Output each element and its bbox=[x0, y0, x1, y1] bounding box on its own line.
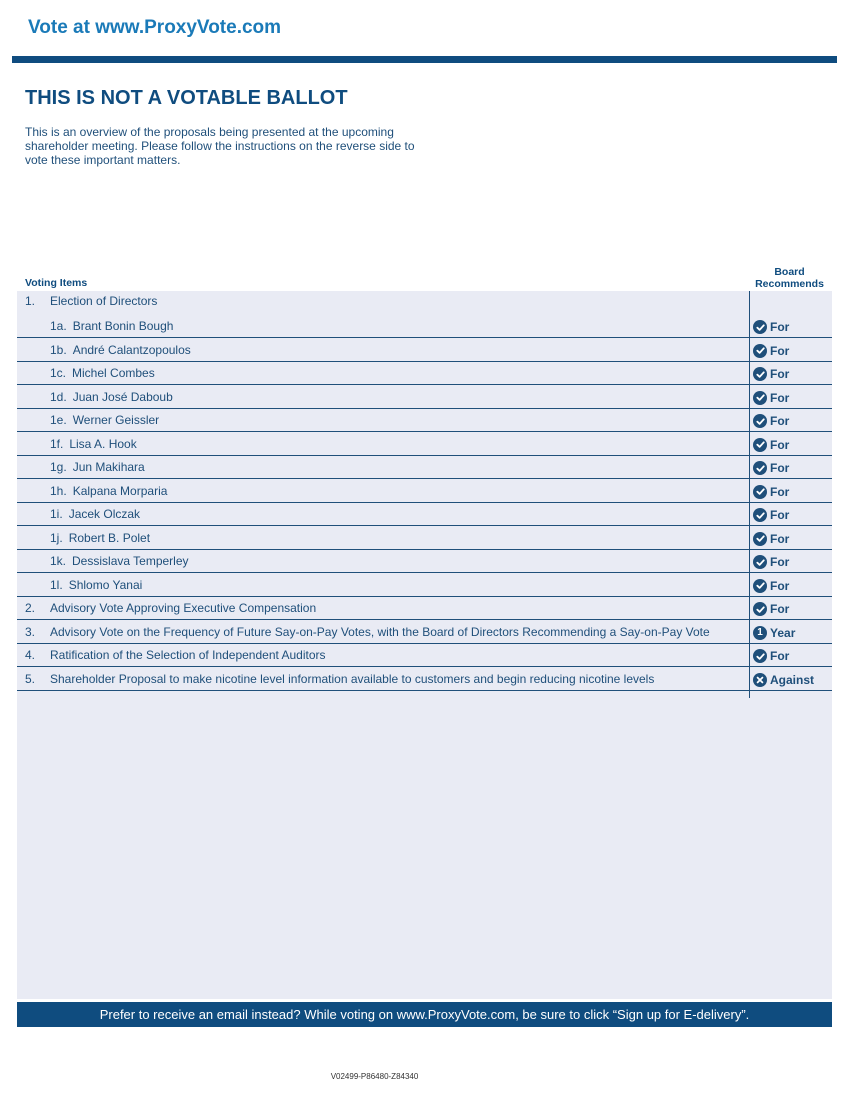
recommendation-text: For bbox=[770, 461, 790, 475]
item-number: 4. bbox=[25, 648, 36, 662]
check-circle-icon bbox=[753, 414, 767, 428]
board-recommendation bbox=[753, 508, 789, 522]
table-row bbox=[17, 338, 832, 362]
item-text: Lisa A. Hook bbox=[69, 436, 137, 451]
item-text: Jun Makihara bbox=[72, 460, 145, 474]
item-number: 2. bbox=[25, 601, 36, 615]
board-recommendation bbox=[753, 532, 789, 546]
item-text: Advisory Vote Approving Executive Compensation bbox=[50, 601, 317, 615]
check-circle-icon bbox=[753, 555, 767, 569]
item-label bbox=[25, 672, 654, 686]
table-row bbox=[17, 479, 832, 503]
check-circle-icon bbox=[753, 508, 767, 522]
check-circle-icon bbox=[753, 320, 767, 334]
item-number: 1j. bbox=[50, 530, 63, 545]
check-circle-icon bbox=[753, 461, 767, 475]
voting-items-table bbox=[17, 291, 832, 691]
board-recommendation bbox=[753, 555, 789, 569]
board-header-line2: Recommends bbox=[755, 278, 824, 290]
table-row bbox=[17, 291, 832, 312]
check-circle-icon bbox=[753, 344, 767, 358]
item-label bbox=[50, 390, 173, 404]
check-circle-icon bbox=[753, 391, 767, 405]
item-text: Michel Combes bbox=[72, 366, 155, 380]
table-row bbox=[17, 573, 832, 597]
table-row bbox=[17, 644, 832, 668]
item-label bbox=[25, 625, 710, 639]
check-circle-icon bbox=[753, 602, 767, 616]
item-label bbox=[50, 484, 167, 498]
board-recommendation bbox=[753, 649, 789, 663]
item-text: Advisory Vote on the Frequency of Future Say-on-Pay Votes, with the Board of Directors Recommending a Say-on-Pay Vote bbox=[50, 624, 710, 639]
item-label bbox=[50, 366, 155, 380]
header-rule bbox=[12, 56, 837, 63]
table-row bbox=[17, 526, 832, 550]
board-recommendation bbox=[753, 438, 789, 452]
recommendation-text: For bbox=[770, 555, 790, 569]
table-row bbox=[17, 597, 832, 621]
board-recommendation bbox=[753, 344, 789, 358]
board-recommendation bbox=[753, 391, 789, 405]
board-recommendation bbox=[753, 485, 789, 499]
board-recommendation bbox=[753, 579, 789, 593]
check-circle-icon bbox=[753, 579, 767, 593]
board-recommendation bbox=[753, 602, 789, 616]
one-circle-icon bbox=[753, 626, 767, 640]
recommendation-text: For bbox=[770, 320, 790, 334]
item-label bbox=[50, 319, 173, 333]
item-number: 1a. bbox=[50, 319, 67, 333]
page-title: THIS IS NOT A VOTABLE BALLOT bbox=[25, 87, 348, 109]
recommendation-text: For bbox=[770, 437, 790, 452]
board-recommendation bbox=[753, 367, 789, 381]
intro-text: This is an overview of the proposals being presented at the upcoming shareholder meeting. Please follow the instructions on the reverse side to vote these important matters. bbox=[25, 125, 415, 167]
item-label bbox=[50, 554, 189, 568]
item-text: Shareholder Proposal to make nicotine level information available to customers and begin reducing nicotine levels bbox=[50, 671, 655, 686]
check-circle-icon bbox=[753, 532, 767, 546]
board-recommendation bbox=[753, 414, 789, 428]
item-label bbox=[50, 531, 150, 545]
edelivery-banner: Prefer to receive an email instead? While voting on www.ProxyVote.com, be sure to click “Sign up for E-delivery”. bbox=[17, 1002, 832, 1027]
item-number: 1h. bbox=[50, 483, 67, 498]
table-row bbox=[17, 432, 832, 456]
table-row bbox=[17, 409, 832, 433]
table-row bbox=[17, 620, 832, 644]
item-text: Juan José Daboub bbox=[72, 389, 173, 404]
recommendation-text: For bbox=[770, 414, 790, 428]
item-number: 1c. bbox=[50, 366, 67, 380]
item-text: Brant Bonin Bough bbox=[72, 319, 174, 333]
table-row bbox=[17, 362, 832, 386]
table-row bbox=[17, 667, 832, 691]
check-circle-icon bbox=[753, 438, 767, 452]
recommendation-text: For bbox=[770, 390, 790, 405]
item-text: Election of Directors bbox=[50, 294, 158, 308]
recommendation-text: For bbox=[770, 602, 790, 616]
recommendation-text: For bbox=[770, 649, 790, 663]
item-text: Kalpana Morparia bbox=[72, 483, 168, 498]
voting-items-header: Voting Items bbox=[25, 277, 88, 289]
item-label bbox=[50, 578, 142, 592]
recommendation-text: Against bbox=[770, 672, 815, 687]
item-number: 1l. bbox=[50, 577, 63, 592]
recommendation-text: For bbox=[770, 531, 790, 546]
item-number: 3. bbox=[25, 624, 36, 639]
item-number: 1f. bbox=[50, 436, 64, 451]
table-row bbox=[17, 312, 832, 338]
item-text: Robert B. Polet bbox=[68, 530, 151, 545]
table-row bbox=[17, 385, 832, 409]
item-text: Werner Geissler bbox=[72, 413, 160, 427]
recommendation-text: For bbox=[770, 343, 790, 358]
item-label bbox=[25, 648, 326, 662]
item-label bbox=[50, 343, 191, 357]
check-circle-icon bbox=[753, 367, 767, 381]
item-text: Ratification of the Selection of Independent Auditors bbox=[50, 648, 326, 662]
board-recommendation bbox=[753, 461, 789, 475]
item-number: 1i. bbox=[50, 507, 63, 521]
table-row bbox=[17, 503, 832, 527]
document-code: V02499-P86480-Z84340 bbox=[330, 1072, 419, 1081]
item-label bbox=[25, 294, 157, 308]
item-text: Dessislava Temperley bbox=[72, 554, 189, 568]
recommendation-text: Year bbox=[770, 625, 796, 640]
recommendation-text: For bbox=[770, 484, 790, 499]
item-number: 1b. bbox=[50, 342, 67, 357]
item-number: 5. bbox=[25, 671, 36, 686]
board-recommendation bbox=[753, 320, 789, 334]
proxyvote-link[interactable]: Vote at www.ProxyVote.com bbox=[28, 17, 282, 38]
board-recommends-header bbox=[748, 266, 831, 290]
item-text: Shlomo Yanai bbox=[68, 577, 143, 592]
board-recommendation bbox=[753, 673, 814, 687]
check-circle-icon bbox=[753, 485, 767, 499]
item-number: 1d. bbox=[50, 389, 67, 404]
item-number: 1k. bbox=[50, 554, 67, 568]
recommendation-text: For bbox=[770, 578, 790, 593]
check-circle-icon bbox=[753, 649, 767, 663]
item-label bbox=[50, 507, 140, 521]
item-label bbox=[50, 437, 137, 451]
board-recommendation bbox=[753, 626, 795, 640]
item-text: André Calantzopoulos bbox=[72, 342, 191, 357]
item-number: 1e. bbox=[50, 413, 67, 427]
year-count: 1 bbox=[757, 626, 763, 638]
board-header-line1: Board bbox=[774, 266, 805, 278]
table-row bbox=[17, 550, 832, 574]
item-label bbox=[50, 460, 145, 474]
item-text: Jacek Olczak bbox=[68, 507, 141, 521]
table-row bbox=[17, 456, 832, 480]
item-label bbox=[50, 413, 159, 427]
item-number: 1g. bbox=[50, 460, 67, 474]
x-circle-icon bbox=[753, 673, 767, 687]
recommendation-text: For bbox=[770, 508, 790, 522]
item-label bbox=[25, 601, 316, 615]
recommendation-text: For bbox=[770, 367, 790, 381]
item-number: 1. bbox=[25, 294, 36, 308]
